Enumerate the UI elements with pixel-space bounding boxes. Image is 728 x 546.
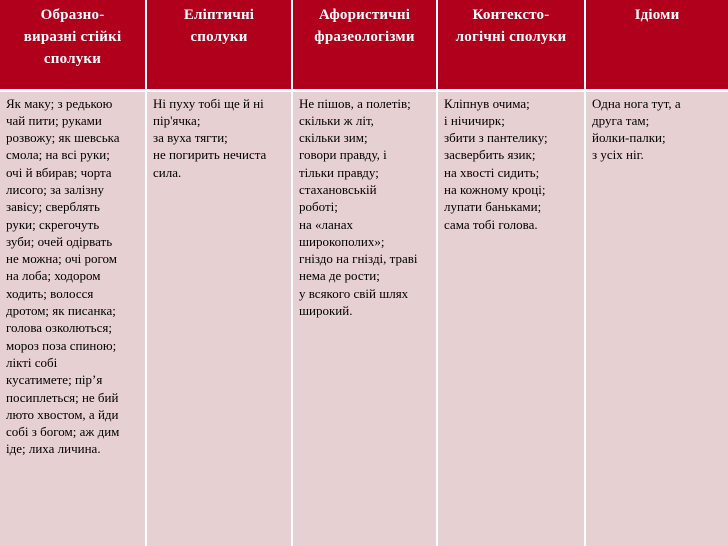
cell-idioms xyxy=(585,90,728,546)
header-idioms xyxy=(585,0,728,90)
cell-line: скільки ж літ, xyxy=(299,112,374,128)
header-context-logical-phrases xyxy=(437,0,585,90)
cell-line: лисого; за залізну xyxy=(6,181,104,197)
cell-line: йолки-палки; xyxy=(592,130,666,146)
header-line: фразеологізми xyxy=(314,29,415,45)
cell-line: на кожному кроці; xyxy=(444,181,546,197)
cell-line: пір'ячка; xyxy=(153,112,201,128)
header-line: логічні сполуки xyxy=(455,29,567,45)
cell-line: кусатимете; пір’я xyxy=(6,372,103,388)
header-line: сполуки xyxy=(190,29,248,45)
cell-line: Кліпнув очима; xyxy=(444,95,530,111)
header-elliptical-phrases xyxy=(146,0,292,90)
cell-elliptical-phrases xyxy=(146,90,292,546)
cell-context-logical-phrases xyxy=(437,90,585,546)
cell-line: не можна; очі рогом xyxy=(6,251,118,267)
header-row xyxy=(0,0,728,90)
header-line: Образно- xyxy=(40,7,105,23)
cell-line: стахановській xyxy=(299,181,377,197)
cell-line: на хвості сидить; xyxy=(444,164,540,180)
cell-line: посиплеться; не бий xyxy=(6,389,119,405)
cell-line: тільки правду; xyxy=(299,164,379,180)
cell-figurative-phrases xyxy=(0,90,146,546)
cell-line: розвожу; як шевська xyxy=(6,130,120,146)
header-figurative-phrases xyxy=(0,0,146,90)
cell-line: за вуха тягти; xyxy=(153,130,228,146)
cell-line: широкий. xyxy=(299,303,353,319)
cell-line: скільки зим; xyxy=(299,130,368,146)
header-line: Афористичні xyxy=(318,7,411,23)
cell-line: говори правду, і xyxy=(299,147,387,163)
header-line: Еліптичні xyxy=(183,7,255,23)
header-line: сполуки xyxy=(43,51,102,67)
cell-line: збити з пантелику; xyxy=(444,130,548,146)
header-aphoristic-phraseologisms xyxy=(292,0,437,90)
cell-line: ходить; волосся xyxy=(6,285,94,301)
cell-line: Як маку; з редькою xyxy=(6,95,113,111)
cell-line: руки; скрегочуть xyxy=(6,216,100,232)
cell-line: Ні пуху тобі ще й ні xyxy=(153,95,264,111)
cell-line: голова озколються; xyxy=(6,320,112,336)
cell-line: з усіх ніг. xyxy=(592,147,644,163)
cell-line: роботі; xyxy=(299,199,338,215)
cell-line: Одна нога тут, а xyxy=(592,95,681,111)
cell-line: на «ланах xyxy=(299,216,353,232)
cell-line: Не пішов, а полетів; xyxy=(299,95,411,111)
cell-line: нема де рости; xyxy=(299,268,380,284)
cell-aphoristic-phraseologisms xyxy=(292,90,437,546)
cell-line: широкополих»; xyxy=(299,233,385,249)
cell-line: сила. xyxy=(153,164,182,180)
cell-line: гніздо на гнізді, траві xyxy=(299,251,418,267)
cell-line: лікті собі xyxy=(6,354,58,370)
header-line: Ідіоми xyxy=(634,7,680,23)
cell-line: смола; на всі руки; xyxy=(6,147,110,163)
cell-line: засвербить язик; xyxy=(444,147,536,163)
cell-line: очі й вбирав; чорта xyxy=(6,164,112,180)
cell-line: не погирить нечиста xyxy=(153,147,267,163)
cell-line: друга там; xyxy=(592,112,650,128)
cell-line: завісу; сверблять xyxy=(6,199,100,215)
header-line: виразні стійкі xyxy=(23,29,122,45)
header-line: Контексто- xyxy=(472,7,550,23)
cell-line: мороз поза спиною; xyxy=(6,337,117,353)
table-row xyxy=(0,90,728,546)
cell-line: сама тобі голова. xyxy=(444,216,538,232)
cell-line: іде; лиха личина. xyxy=(6,441,101,457)
cell-line: і нічичирк; xyxy=(444,112,505,128)
cell-line: чай пити; руками xyxy=(6,112,102,128)
cell-line: дротом; як писанка; xyxy=(6,303,116,319)
cell-line: лупати баньками; xyxy=(444,199,542,215)
cell-line: зуби; очей одірвать xyxy=(6,233,113,249)
cell-line: собі з богом; аж дим xyxy=(6,424,120,440)
cell-line: люто хвостом, а йди xyxy=(6,406,119,422)
cell-line: на лоба; ходором xyxy=(6,268,101,284)
cell-line: у всякого свій шлях xyxy=(299,285,409,301)
